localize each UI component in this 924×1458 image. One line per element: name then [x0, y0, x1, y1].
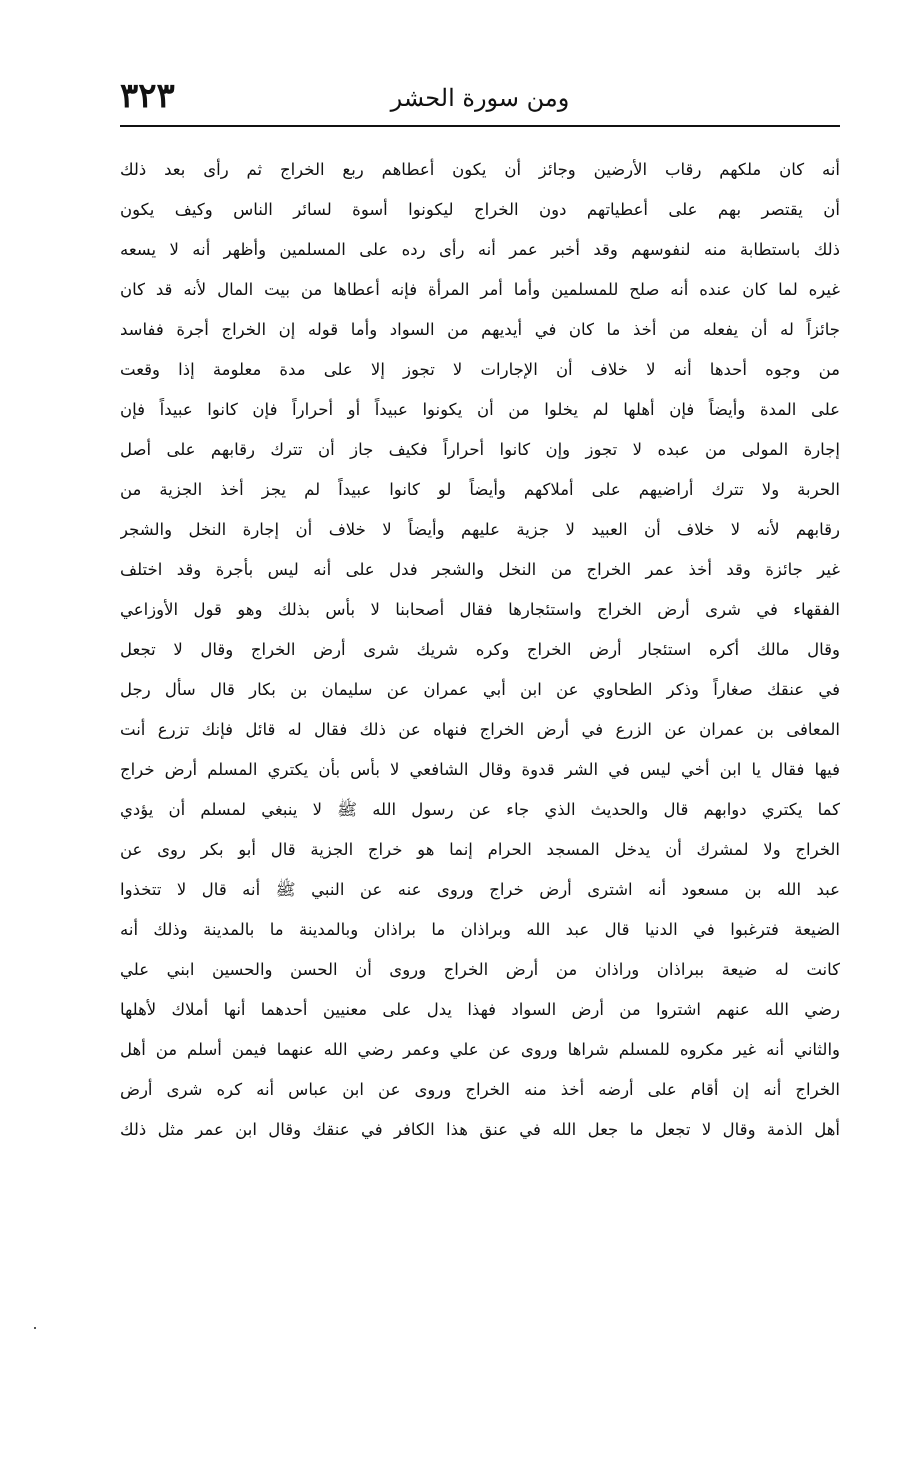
- text-line: جائزاً له أن يفعله من أخذ ما كان في أيديهم من السواد وأما قوله إن الخراج أجرة ففاسد: [120, 320, 840, 339]
- body-text: [120, 150, 840, 1150]
- text-line: أهل الذمة وقال لا تجعل ما جعل الله في عنق هذا الكافر في عنقك وقال ابن عمر مثل ذلك: [120, 1120, 840, 1139]
- text-line: الخراج ولا لمشرك أن يدخل المسجد الحرام إنما هو خراج الجزية قال أبو بكر روى عن: [120, 840, 840, 859]
- text-line: على المدة وأيضاً فإن أهلها لم يخلوا من أن يكونوا عبيداً أو أحراراً فإن كانوا عبيداً فإن: [120, 400, 840, 419]
- text-line: فيها فقال يا ابن أخي ليس في الشر قدوة وقال الشافعي لا بأس بأن يكتري المسلم أرض خراج: [120, 760, 840, 779]
- text-line: ذلك باستطابة منه لنفوسهم وقد أخبر عمر أنه رأى رده على المسلمين وأظهر أنه لا يسعه: [120, 240, 840, 259]
- text-line: الضيعة فترغبوا في الدنيا قال عبد الله وبراذان ما براذان وبالمدينة ما بالمدينة وذلك أنه: [120, 920, 840, 939]
- text-line: الحربة ولا تترك أراضيهم على أملاكهم وأيضاً لو كانوا عبيداً لم يجز أخذ الجزية من: [120, 480, 840, 499]
- text-line: عبد الله بن مسعود أنه اشترى أرض خراج وروى عنه عن النبي ﷺ أنه قال لا تتخذوا: [120, 880, 840, 899]
- text-line: في عنقك صغاراً وذكر الطحاوي عن ابن أبي عمران عن سليمان بن بكار قال سأل رجل: [120, 680, 840, 699]
- text-line: المعافى بن عمران عن الزرع في أرض الخراج فنهاه عن ذلك فقال له قائل فإنك تزرع أنت: [120, 720, 840, 739]
- text-line: رقابهم لأنه لا خلاف أن العبيد لا جزية عليهم وأيضاً لا خلاف أن إجارة النخل والشجر: [120, 520, 840, 539]
- text-line: غير جائزة وقد أخذ عمر الخراج من النخل والشجر فدل على أنه ليس بأجرة وقد اختلف: [120, 560, 840, 579]
- running-title: ومن سورة الحشر: [390, 84, 570, 112]
- text-line: رضي الله عنهم اشتروا من أرض السواد فهذا يدل على معنيين أحدهما أنها أملاك لأهلها: [120, 1000, 840, 1019]
- page-header: [120, 78, 840, 122]
- text-line: أن يقتصر بهم على أعطياتهم دون الخراج ليكونوا أسوة لسائر الناس وكيف يكون: [120, 200, 840, 219]
- text-line: أنه كان ملكهم رقاب الأرضين وجائز أن يكون أعطاهم ربع الخراج ثم رأى بعد ذلك: [120, 160, 840, 179]
- text-line: غيره لما كان عنده أنه صلح للمسلمين وأما أمر المرأة فإنه أعطاها من بيت المال لأنه قد كان: [120, 280, 840, 299]
- text-line: من وجوه أحدها أنه لا خلاف أن الإجارات لا تجوز إلا على مدة معلومة إذا وقعت: [120, 360, 840, 379]
- header-rule: [120, 125, 840, 127]
- text-line: إجارة المولى من عبده لا تجوز وإن كانوا أحراراً فكيف جاز أن تترك رقابهم على أصل: [120, 440, 840, 459]
- text-line: الخراج أنه إن أقام على أرضه أخذ منه الخراج وروى عن ابن عباس أنه كره شرى أرض: [120, 1080, 840, 1099]
- text-line: وقال مالك أكره استئجار أرض الخراج وكره شريك شرى أرض الخراج وقال لا تجعل: [120, 640, 840, 659]
- page-number: ٣٢٣: [120, 76, 175, 116]
- text-line: كما يكتري دوابهم قال والحديث الذي جاء عن رسول الله ﷺ لا ينبغي لمسلم أن يؤدي: [120, 800, 840, 819]
- scan-speck: [34, 1327, 36, 1329]
- text-line: الفقهاء في شرى أرض الخراج واستئجارها فقال أصحابنا لا بأس بذلك وهو قول الأوزاعي: [120, 600, 840, 619]
- text-line: كانت له ضيعة ببراذان وراذان من أرض الخراج وروى أن الحسن والحسين ابني علي: [120, 960, 840, 979]
- text-line: والثاني أنه غير مكروه للمسلم شراها وروى عن علي وعمر رضي الله عنهما فيمن أسلم من أهل: [120, 1040, 840, 1059]
